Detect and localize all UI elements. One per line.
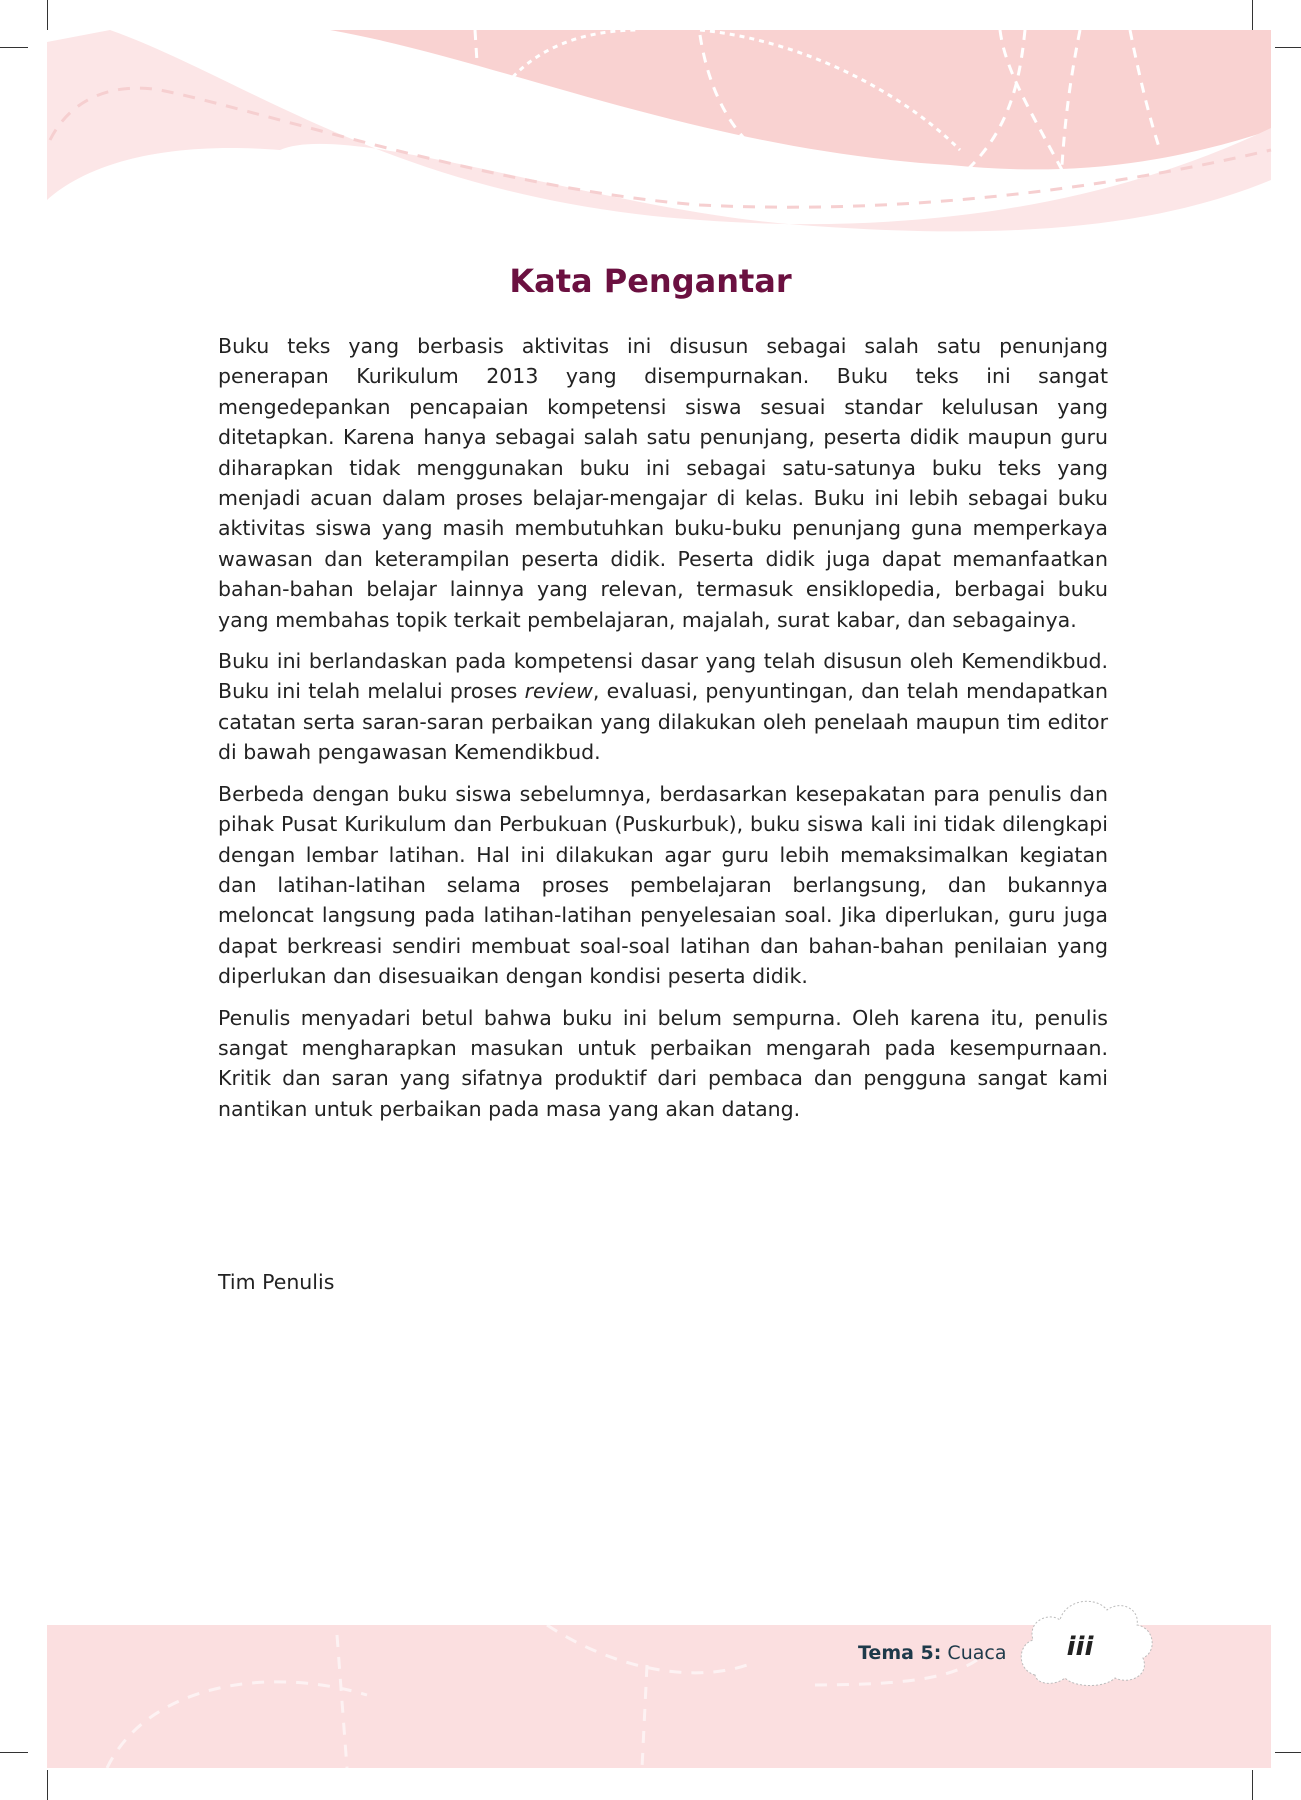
paragraph: Penulis menyadari betul bahwa buku ini belum sempurna. Oleh karena itu, penulis sangat mengharapkan masukan untuk perbaikan mengarah pada kesempurnaan. Kritik dan saran yang sifatnya produktif dari pembaca dan pengguna sangat kami nantikan untuk perbaikan pada masa yang akan datang. bbox=[218, 1005, 1108, 1121]
page-title: Kata Pengantar bbox=[509, 262, 792, 300]
crop-mark bbox=[1275, 1752, 1301, 1753]
page-number: iii bbox=[1066, 1632, 1094, 1662]
signature: Tim Penulis bbox=[218, 1270, 335, 1294]
footer-theme bbox=[858, 1642, 1006, 1664]
preface-body bbox=[218, 331, 1108, 1135]
paragraph-text: Buku ini berlandaskan pada kompetensi dasar yang telah disusun oleh Kemendikbud. Buku ini telah melalui proses bbox=[218, 649, 1108, 704]
paragraph-italic-text: review bbox=[524, 679, 593, 704]
crop-mark bbox=[0, 1752, 28, 1753]
header-wave-decoration bbox=[0, 0, 1301, 260]
crop-mark bbox=[47, 1770, 48, 1800]
paragraph: Berbeda dengan buku siswa sebelumnya, berdasarkan kesepakatan para penulis dan pihak Pusat Kurikulum dan Perbukuan (Puskurbuk), buku siswa kali ini tidak dilengkapi dengan lembar latihan. Hal ini dilakukan agar guru lebih memaksimalkan kegiatan dan latihan-latihan selama proses pembelajaran berlangsung, dan bukannya meloncat langsung pada latihan-latihan penyelesaian soal. Jika diperlukan, guru juga dapat berkreasi sendiri membuat soal-soal latihan dan bahan-bahan penilaian yang diperlukan dan disesuaikan dengan kondisi peserta didik. bbox=[218, 781, 1108, 989]
theme-name: Cuaca bbox=[941, 1642, 1007, 1664]
paragraph bbox=[218, 646, 1108, 768]
crop-mark bbox=[1252, 1770, 1253, 1800]
paragraph-text: , evaluasi, penyuntingan, dan telah mendapatkan catatan serta saran-saran perbaikan yang dilakukan oleh penelaah maupun tim editor di bawah pengawasan Kemendikbud. bbox=[218, 679, 1108, 765]
theme-label: Tema 5: bbox=[858, 1642, 942, 1664]
paragraph: Buku teks yang berbasis aktivitas ini disusun sebagai salah satu penunjang penerapan Kurikulum 2013 yang disempurnakan. Buku teks ini sangat mengedepankan pencapaian kompetensi siswa sesuai standar kelulusan yang ditetapkan. Karena hanya sebagai salah satu penunjang, peserta didik maupun guru diharapkan tidak menggunakan buku ini sebagai satu-satunya buku teks yang menjadi acuan dalam proses belajar-mengajar di kelas. Buku ini lebih sebagai buku aktivitas siswa yang masih membutuhkan buku-buku penunjang guna memperkaya wawasan dan keterampilan peserta didik. Peserta didik juga dapat memanfaatkan bahan-bahan belajar lainnya yang relevan, termasuk ensiklopedia, berbagai buku yang membahas topik terkait pembelajaran, majalah, surat kabar, dan sebagainya. bbox=[218, 334, 1108, 632]
